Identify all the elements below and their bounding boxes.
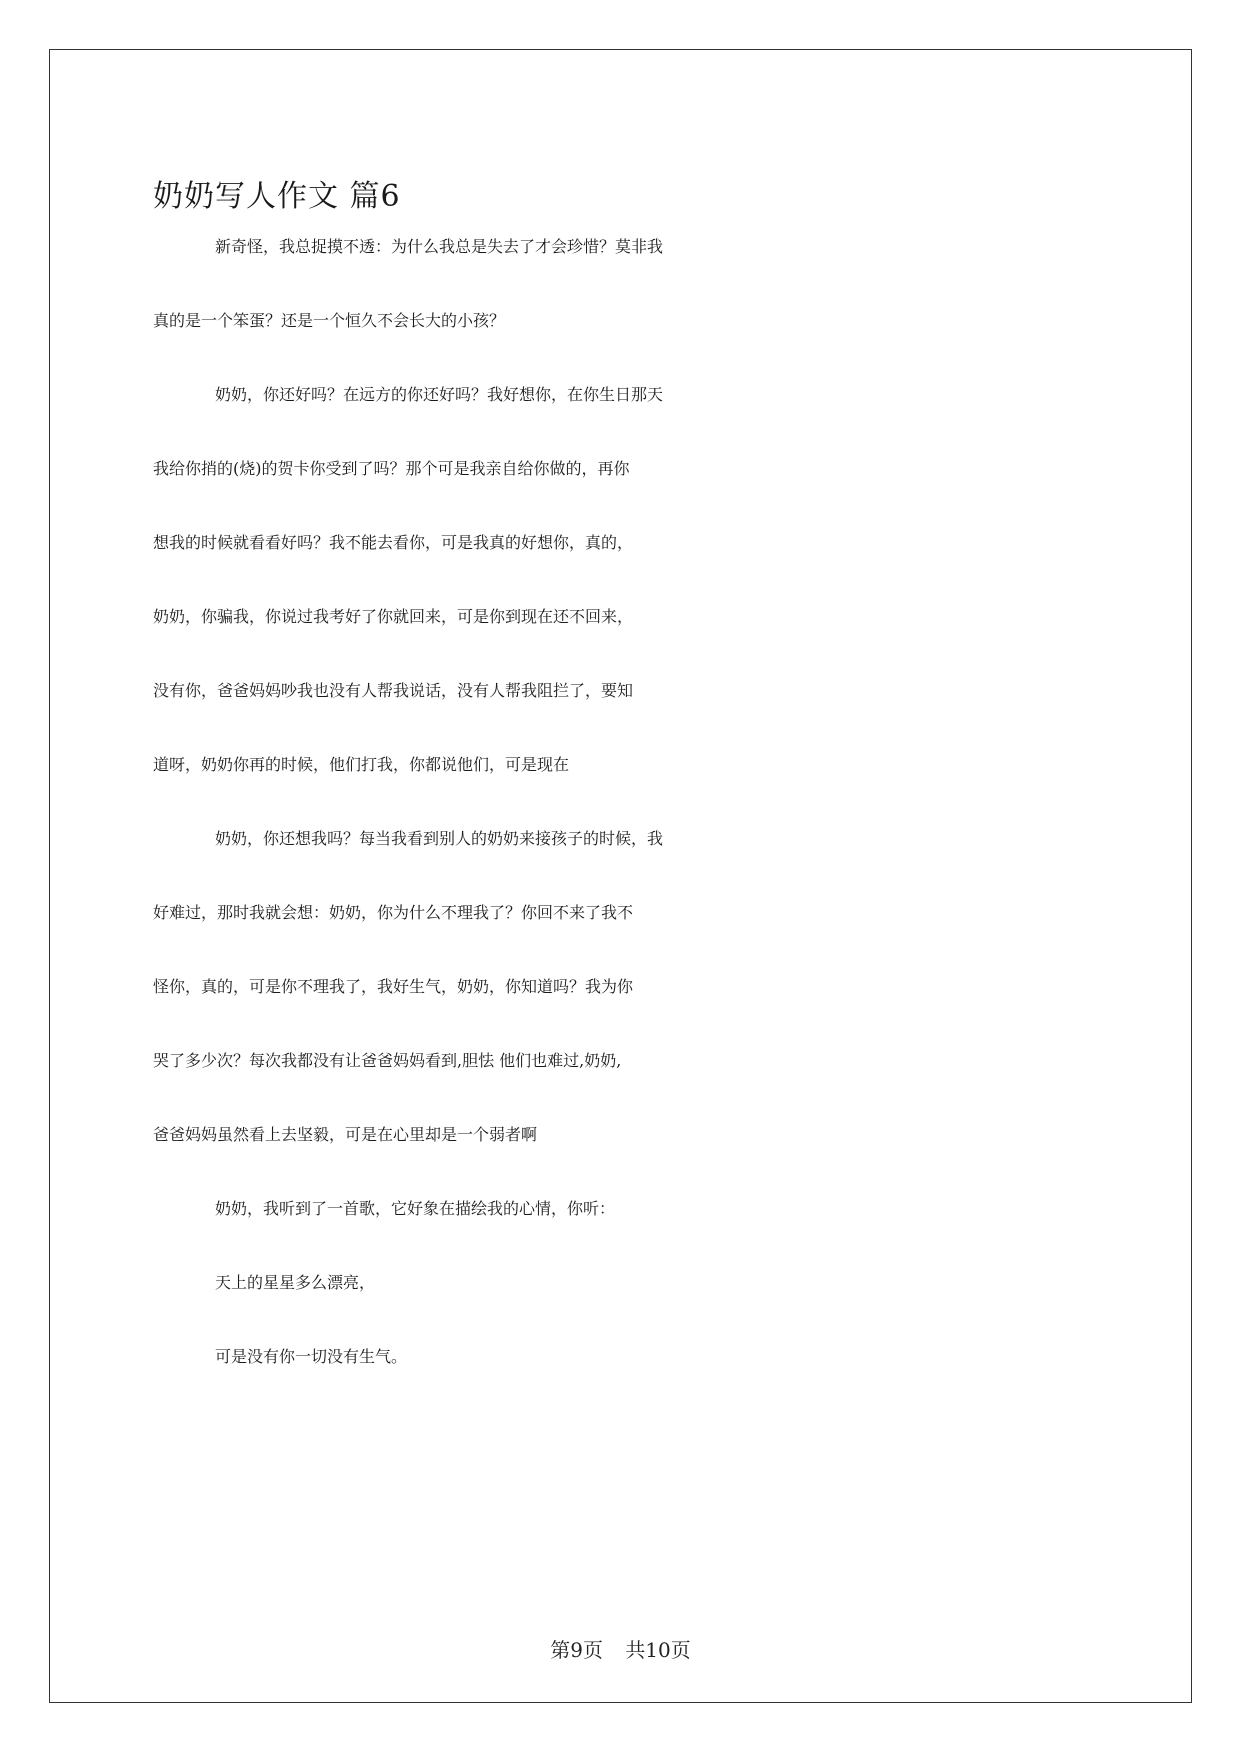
page-total: 共10页 xyxy=(625,1638,691,1662)
page-footer xyxy=(0,1634,1241,1663)
text-line: 奶奶，你骗我，你说过我考好了你就回来，可是你到现在还不回来， xyxy=(153,607,634,626)
document-body xyxy=(153,160,1093,1418)
text-line: 真的是一个笨蛋？还是一个恒久不会长大的小孩？ xyxy=(153,311,506,330)
text-line: 没有你，爸爸妈妈吵我也没有人帮我说话，没有人帮我阻拦了，要知 xyxy=(153,681,634,700)
document-title: 奶奶写人作文 篇6 xyxy=(153,179,401,214)
text-line: 新奇怪，我总捉摸不透：为什么我总是失去了才会珍惜？莫非我 xyxy=(215,237,664,256)
text-line: 奶奶，你还好吗？在远方的你还好吗？我好想你，在你生日那天 xyxy=(215,385,664,404)
page-number: 第9页 xyxy=(550,1638,603,1662)
text-line: 爸爸妈妈虽然看上去坚毅，可是在心里却是一个弱者啊 xyxy=(153,1125,538,1144)
paragraph xyxy=(153,382,1093,826)
text-line: 哭了多少次？每次我都没有让爸爸妈妈看到,胆怯 他们也难过,奶奶, xyxy=(153,1051,622,1070)
paragraph xyxy=(153,234,1093,382)
paragraph xyxy=(153,1196,1093,1270)
paragraph xyxy=(153,826,1093,1196)
text-line: 天上的星星多么漂亮， xyxy=(215,1273,376,1292)
text-line: 想我的时候就看看好吗？我不能去看你，可是我真的好想你，真的， xyxy=(153,533,634,552)
text-line: 奶奶，我听到了一首歌，它好象在描绘我的心情，你听： xyxy=(215,1199,616,1218)
text-line: 怪你，真的，可是你不理我了，我好生气，奶奶，你知道吗？我为你 xyxy=(153,977,634,996)
text-line: 可是没有你一切没有生气。 xyxy=(215,1347,408,1366)
paragraph xyxy=(153,1344,1093,1418)
text-line: 我给你捎的(烧)的贺卡你受到了吗？那个可是我亲自给你做的，再你 xyxy=(153,459,630,478)
text-line: 好难过，那时我就会想：奶奶，你为什么不理我了？你回不来了我不 xyxy=(153,903,634,922)
text-line: 道呀，奶奶你再的时候，他们打我，你都说他们，可是现在 xyxy=(153,755,570,774)
text-line: 奶奶，你还想我吗？每当我看到别人的奶奶来接孩子的时候，我 xyxy=(215,829,664,848)
paragraph xyxy=(153,1270,1093,1344)
